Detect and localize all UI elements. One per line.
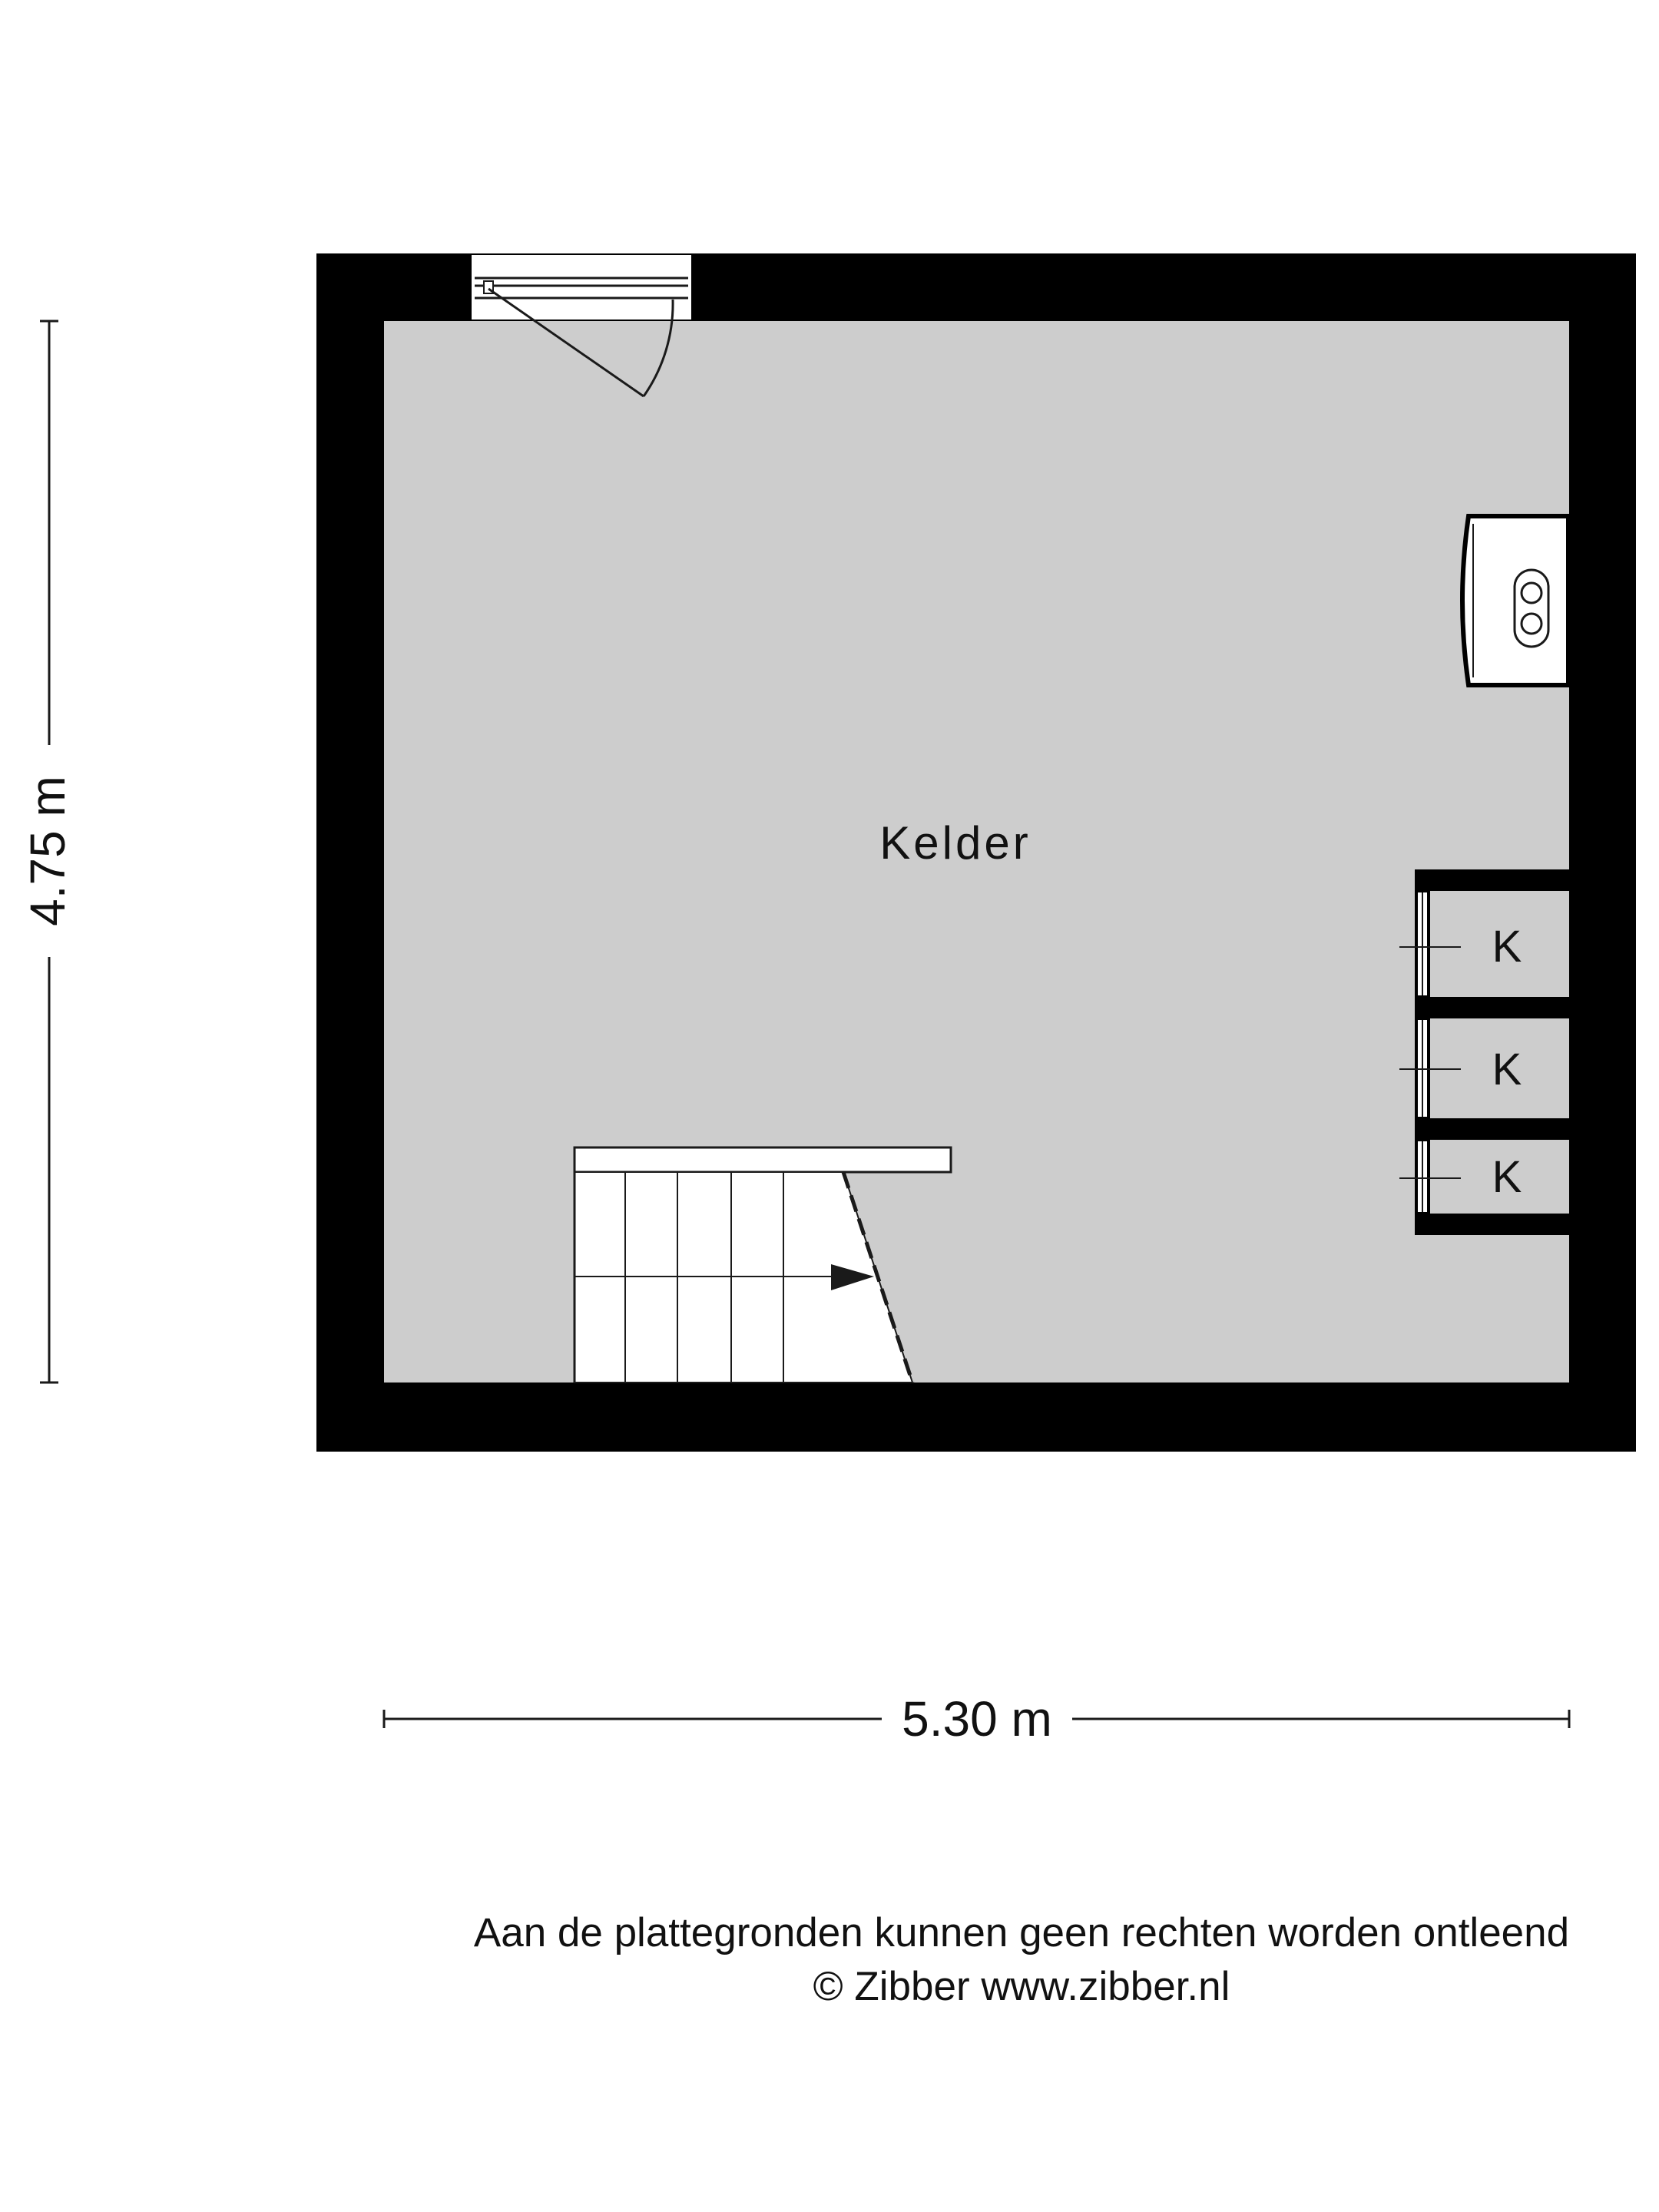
closet-label: K	[1492, 922, 1522, 972]
disclaimer-text: Aan de plattegronden kunnen geen rechten worden ontleend	[473, 1910, 1570, 1955]
boiler-icon	[1462, 516, 1568, 685]
height-dimension-label: 4.75 m	[20, 776, 75, 926]
copyright-text: © Zibber www.zibber.nl	[813, 1964, 1230, 2009]
closet-label: K	[1492, 1152, 1522, 1202]
width-dimension-label: 5.30 m	[902, 1691, 1052, 1747]
closet-label: K	[1492, 1045, 1522, 1094]
room-label: Kelder	[879, 817, 1031, 869]
